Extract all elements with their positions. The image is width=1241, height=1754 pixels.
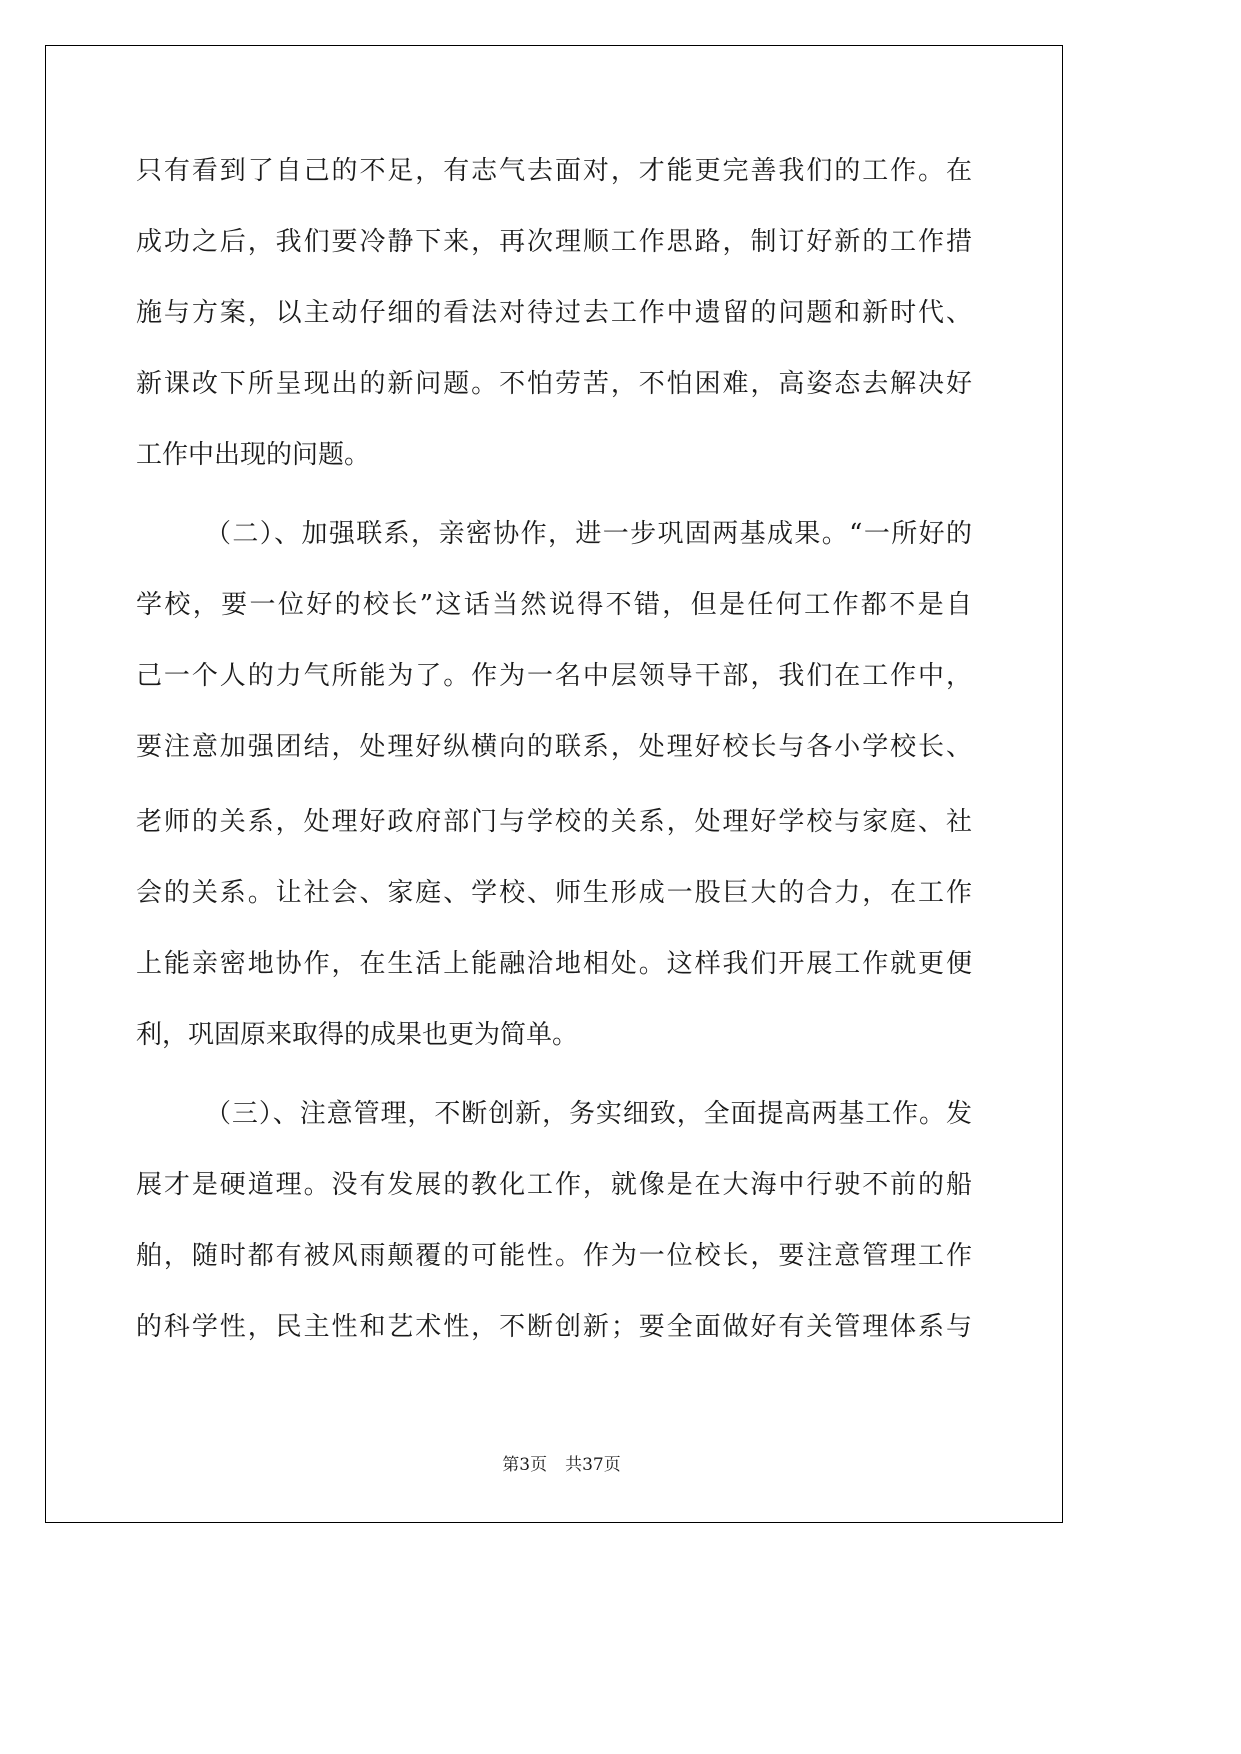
text-line: 己一个人的力气所能为了。作为一名中层领导干部，我们在工作中， [136,661,972,691]
text-line: 利，巩固原来取得的成果也更为简单。 [136,1020,579,1050]
text-line: 老师的关系，处理好政府部门与学校的关系，处理好学校与家庭、社 [136,807,972,837]
text-line: 新课改下所呈现出的新问题。不怕劳苦，不怕困难，高姿态去解决好 [136,369,972,399]
text-line: 舶，随时都有被风雨颠覆的可能性。作为一位校长，要注意管理工作 [136,1241,972,1271]
text-line: （二）、加强联系，亲密协作，进一步巩固两基成果。“一所好的 [205,519,972,549]
text-line: 上能亲密地协作，在生活上能融洽地相处。这样我们开展工作就更便 [136,949,972,979]
text-line: 会的关系。让社会、家庭、学校、师生形成一股巨大的合力，在工作 [136,878,972,908]
text-line: 展才是硬道理。没有发展的教化工作，就像是在大海中行驶不前的船 [136,1170,972,1200]
text-line: 的科学性，民主性和艺术性，不断创新；要全面做好有关管理体系与 [136,1312,972,1342]
page-footer [0,1453,1123,1477]
text-line: 要注意加强团结，处理好纵横向的联系，处理好校长与各小学校长、 [136,732,972,762]
page-total: 共37页 [565,1455,621,1475]
text-line: 只有看到了自己的不足，有志气去面对，才能更完善我们的工作。在 [136,156,972,186]
page-number: 第3页 [502,1455,548,1475]
text-line: （三）、注意管理，不断创新，务实细致，全面提高两基工作。发 [205,1099,972,1129]
text-line: 学校，要一位好的校长”这话当然说得不错，但是任何工作都不是自 [136,590,972,620]
text-line: 施与方案，以主动仔细的看法对待过去工作中遗留的问题和新时代、 [136,298,972,328]
text-line: 成功之后，我们要冷静下来，再次理顺工作思路，制订好新的工作措 [136,227,972,257]
text-line: 工作中出现的问题。 [136,440,371,470]
